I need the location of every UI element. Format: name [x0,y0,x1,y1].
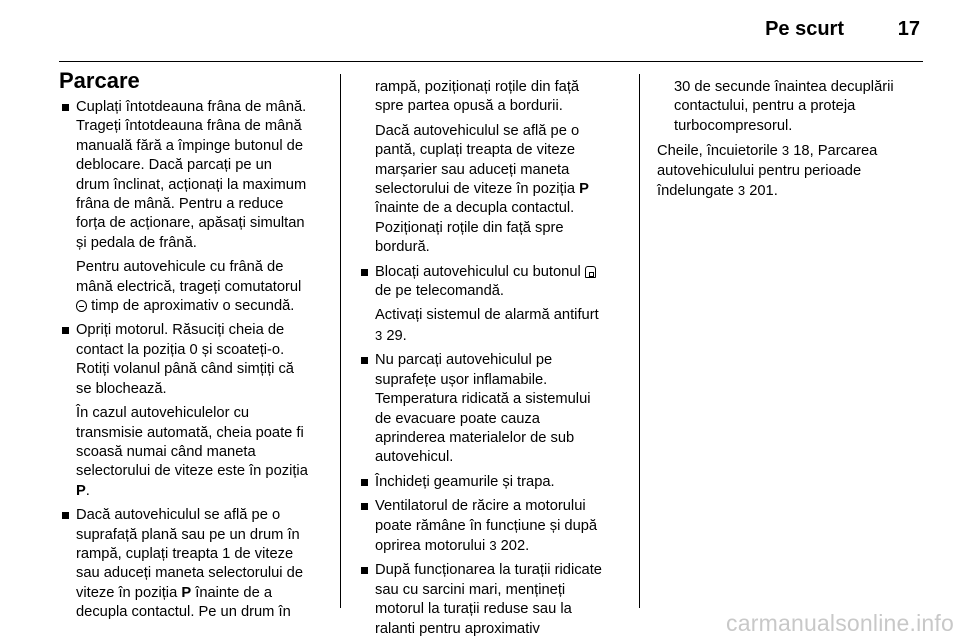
bullet-item [358,351,636,467]
text-line: autovehiculului pentru perioade [657,162,862,179]
bullet-subparagraph [59,258,334,316]
text-line: selectorului de viteze este în poziția [76,463,308,480]
lock-icon [585,266,596,278]
text-line: frâna de mână. Pentru a reduce [76,196,284,213]
column-rule-left [340,74,341,608]
continued-text [358,78,636,117]
page-reference-arrow-icon: 3 [781,143,790,159]
text-line: înainte de a [195,584,272,601]
gear-position-p: P [579,181,589,198]
text-line: suprafețe ușor inflamabile. [375,371,548,388]
text-line: sau aduceți maneta selectorului de [76,565,303,582]
column-1 [59,66,334,628]
text-line: contactului, pentru a proteja [674,98,856,115]
text-line: suprafață plană sau pe un drum în [76,526,300,543]
gear-position-p: P [76,482,86,499]
text-line: marșarier sau aduceți maneta [375,161,570,178]
text-line: aprinderea materialelor de sub [375,429,575,446]
page-reference[interactable]: 18, Parcarea [793,143,878,160]
text-line: manuală fără a împinge butonul de [76,137,303,154]
text-line: contact la poziția 0 și scoateți-o. [76,341,285,358]
text-line: rampă, poziționați roțile din față [375,79,580,95]
text-line: autovehicul. [375,449,454,466]
text-line: scoasă numai când maneta [76,443,256,460]
parking-brake-switch-icon [76,300,87,312]
text-line: 30 de secunde înaintea decuplării [674,79,894,95]
page-number: 17 [897,18,920,40]
page-reference-arrow-icon: 3 [375,327,383,343]
text-line: Cheile, încuietorile [657,143,778,160]
gear-position-p: P [181,584,192,601]
bullet-item [59,321,334,399]
text-line: drum înclinat, acționați la maximum [76,176,307,193]
bullet-item [358,497,636,556]
text-line: pantă, cuplați treapta de viteze [375,142,576,159]
page-reference[interactable]: 202. [500,537,530,554]
cross-reference-paragraph [657,141,929,201]
text-line: ralanti pentru aproximativ [375,620,540,637]
text-punct: . [85,482,90,499]
text-line: forța de acționare, apăsați simultan [76,215,305,232]
text-line: Cuplați întotdeauna frâna de mână. [76,99,307,115]
text-line: rampă, cuplați treapta 1 de viteze [76,545,294,562]
text-line: Închideți geamurile și trapa. [375,473,555,490]
text-line: Pentru autovehicule cu frână de [76,259,284,276]
text-line: deblocare. Dacă parcați pe un [76,157,272,174]
text-line: Opriți motorul. Răsuciți cheia de [76,322,285,339]
bullet-item [358,473,636,492]
text-line: mână electrică, trageți comutatorul [76,278,302,295]
text-line: motorul la turații reduse sau la [375,601,572,618]
text-line: Activați sistemul de alarmă antifurt [375,307,599,324]
text-line: de evacuare poate cauza [375,410,540,427]
column-2 [358,78,636,644]
bullet-subparagraph [358,122,636,258]
text-line: de pe telecomandă. [375,283,505,300]
text-line: Temperatura ridicată a sistemului [375,391,591,408]
text-line: viteze în poziția [76,584,178,601]
column-3 [657,78,929,206]
text-line: sau cu sarcini mari, mențineți [375,581,566,598]
text-line: și pedala de frână. [76,234,197,251]
text-line: se blochează. [76,380,167,397]
text-line: oprirea motorului [375,537,486,554]
text-line: selectorului de viteze în poziția [375,181,576,198]
column-rule-right [639,74,640,608]
bullet-item [358,263,636,302]
page-reference[interactable]: 29. [386,327,407,344]
page-reference-arrow-icon: 3 [737,183,746,199]
header-rule [59,61,923,62]
bullet-subparagraph [59,404,334,501]
text-line: Rotiți volanul până când simțiți că [76,361,294,378]
text-line: spre partea opusă a bordurii. [375,98,563,115]
text-line: turbocompresorul. [674,117,793,134]
text-line: decupla contactul. Pe un drum în [76,604,291,621]
section-title: Parcare [59,68,140,93]
text-line: Blocați autovehiculul cu butonul [375,263,581,280]
watermark: carmanualsonline.info [726,610,954,636]
text-line: transmisie automată, cheia poate fi [76,424,304,441]
page-reference-arrow-icon: 3 [489,537,497,553]
header-title: Pe scurt [765,18,844,40]
text-line: poate rămâne în funcțiune și după [375,517,598,534]
text-line: Dacă autovehiculul se află pe o [76,507,281,524]
text-line: Ventilatorul de răcire a motorului [375,498,586,515]
text-line: În cazul autovehiculelor cu [76,405,250,422]
text-line: Dacă autovehiculul se află pe o [375,122,580,139]
page-reference[interactable]: 201. [749,183,778,200]
bullet-subparagraph [358,306,636,346]
bullet-item [59,506,334,622]
text-line: Nu parcați autovehiculul pe [375,352,553,369]
text-line: îndelungate [657,183,734,200]
text-line: timp de aproximativ o secundă. [91,298,295,315]
text-line: Poziționați roțile din față spre [375,219,564,236]
continued-text [657,78,929,136]
text-line: bordură. [375,239,430,256]
text-line: După funcționarea la turații ridicate [375,562,602,579]
text-line: Trageți întotdeauna frâna de mână [76,118,302,135]
bullet-item [59,98,334,253]
text-line: înainte de a decupla contactul. [375,200,575,217]
